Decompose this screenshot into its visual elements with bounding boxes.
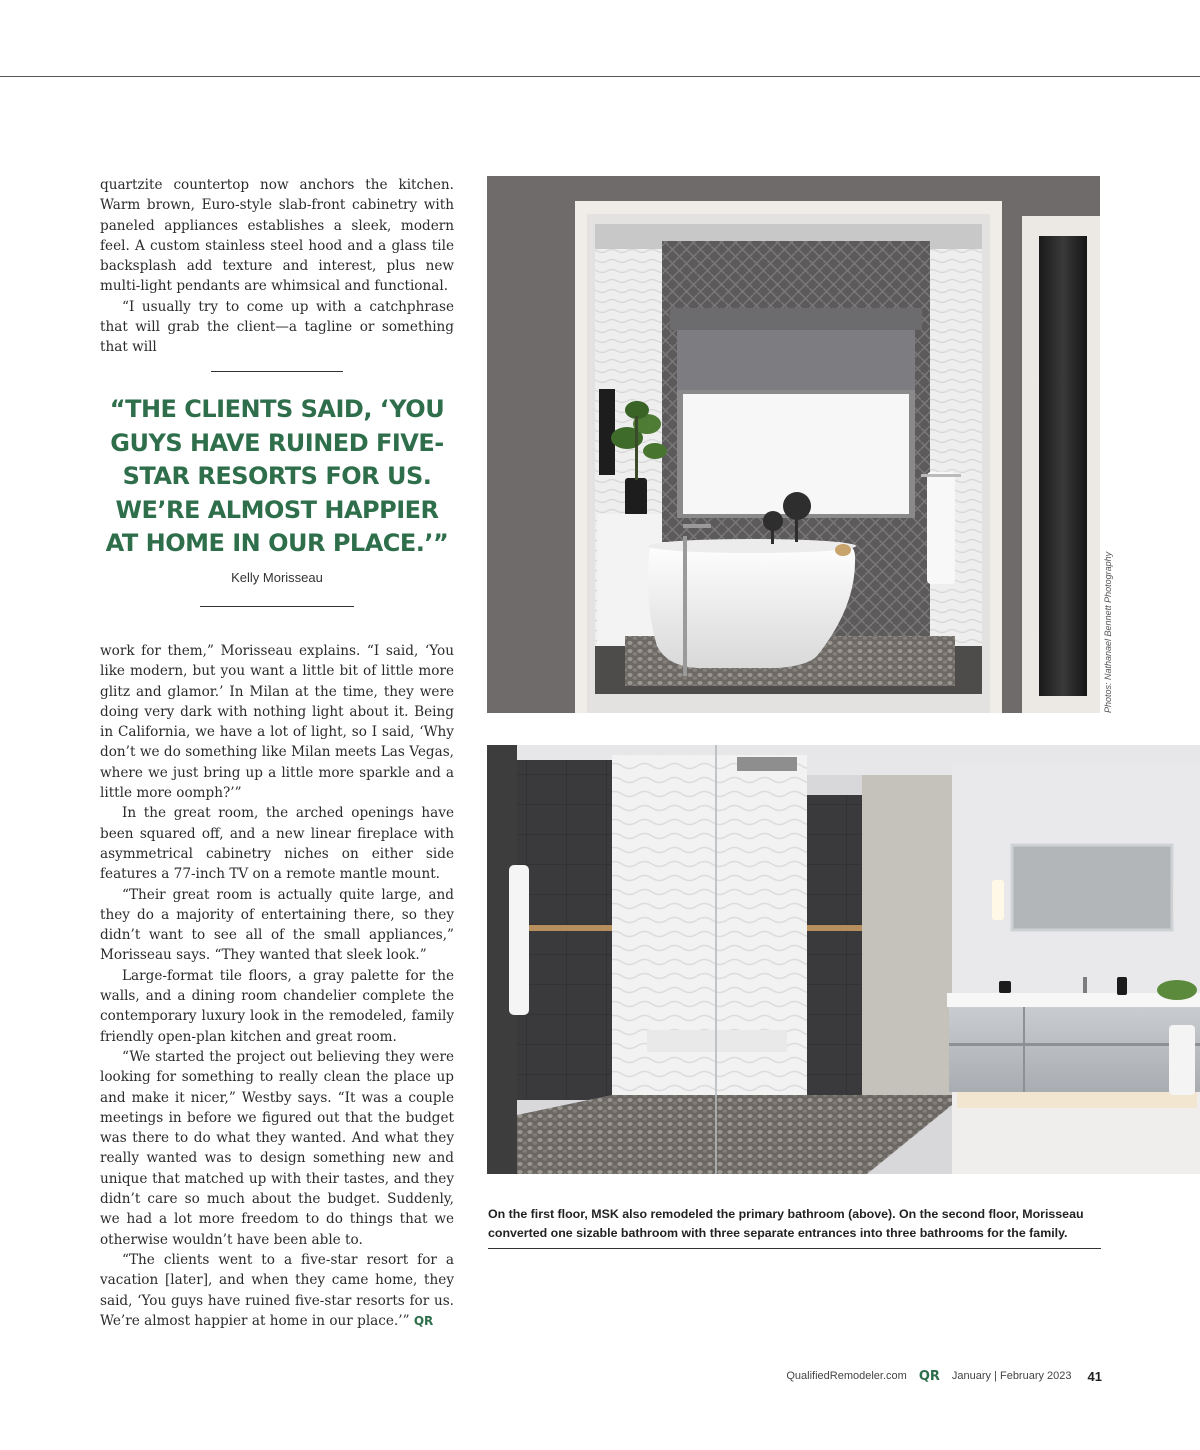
paragraph-text: “Their great room is actually quite large, and they do a majority of entertaining there, so they didn’t want to see all of the small appliances,” Morisseau says. “They wanted that sleek look.”	[100, 886, 454, 964]
bathtub-photo	[487, 176, 1100, 713]
end-mark-logo: QR	[413, 1313, 434, 1328]
paragraph-text: “The clients went to a five-star resort for a vacation [later], and when they came home, they said, ‘You guys have ruined five-star resorts for us. We’re almost happier at home in our place.’”	[100, 1251, 454, 1329]
paragraph-text: In the great room, the arched openings have been squared off, and a new linear fireplace with asymmetrical cabinetry niches on either side features a 77-inch TV on a remote mantle mount.	[100, 805, 454, 883]
pull-quote: “THE CLIENTS SAID, ‘YOU GUYS HAVE RUINED FIVE-STAR RESORTS FOR US. WE’RE ALMOST HAPPIER AT HOME IN OUR PLACE.’”	[105, 395, 449, 557]
paragraph-text: quartzite countertop now anchors the kitchen. Warm brown, Euro-style slab-front cabinetry with paneled appliances establishes a sleek, modern feel. A custom stainless steel hood and a glass tile backsplash add texture and interest, plus new multi-light pendants are whimsical and functional.	[100, 177, 454, 295]
photo-caption: On the first floor, MSK also remodeled the primary bathroom (above). On the second floor, Morisseau converted one sizable bathroom with three separate entrances into three bathrooms for the family.	[488, 1207, 1084, 1240]
shower-vanity-photo	[487, 745, 1200, 1174]
body-paragraph	[100, 297, 454, 358]
caption-rule	[488, 1248, 1101, 1249]
body-paragraph	[100, 885, 454, 966]
body-paragraph	[100, 1047, 454, 1250]
paragraph-text: “I usually try to come up with a catchphrase that will grab the client—a tagline or something that will	[100, 298, 454, 356]
top-rule	[0, 76, 1200, 77]
body-paragraph	[100, 641, 454, 803]
body-paragraph	[100, 1250, 454, 1331]
page-footer	[786, 1367, 1102, 1385]
photo-credit: Photos: Nathanael Bennett Photography	[1103, 551, 1113, 713]
footer-issue: January | February 2023	[951, 1370, 1072, 1382]
page-number: 41	[1087, 1368, 1102, 1384]
paragraph-text: Large-format tile floors, a gray palette for the walls, and a dining room chandelier complete the contemporary luxury look in the remodeled, family friendly open-plan kitchen and great room.	[100, 967, 454, 1045]
body-paragraph	[100, 175, 454, 297]
paragraph-text: “We started the project out believing they were looking for something to really clean the place up and make it nicer,” Westby says. “It was a couple meetings in before we figured out that the budget was there to do what they wanted. And what they really wanted was to design something new and unique that matched up with their tastes, and they didn’t care so much about the budget. Suddenly, we had a lot more freedom to do things that we otherwise wouldn’t have been able to.	[100, 1048, 454, 1248]
paragraph-text: work for them,” Morisseau explains. “I said, ‘You like modern, but you want a little bit of little more glitz and glamor.’ In Milan at the time, they were doing very dark with nothing light about it. Being in California, we have a lot of light, so I said, ‘Why don’t we do something like Milan meets Las Vegas, where we just bring up a little more sparkle and a little more oomph?’”	[100, 643, 454, 802]
body-paragraph	[100, 803, 454, 884]
pull-quote-rule-top	[211, 371, 343, 372]
pull-quote-rule-bottom	[200, 606, 354, 607]
footer-logo: QR	[918, 1368, 940, 1384]
pull-quote-attribution: Kelly Morisseau	[231, 570, 323, 585]
body-text-top	[100, 175, 454, 358]
body-text-bottom	[100, 641, 454, 1331]
body-paragraph	[100, 966, 454, 1047]
footer-site: QualifiedRemodeler.com	[786, 1370, 907, 1382]
